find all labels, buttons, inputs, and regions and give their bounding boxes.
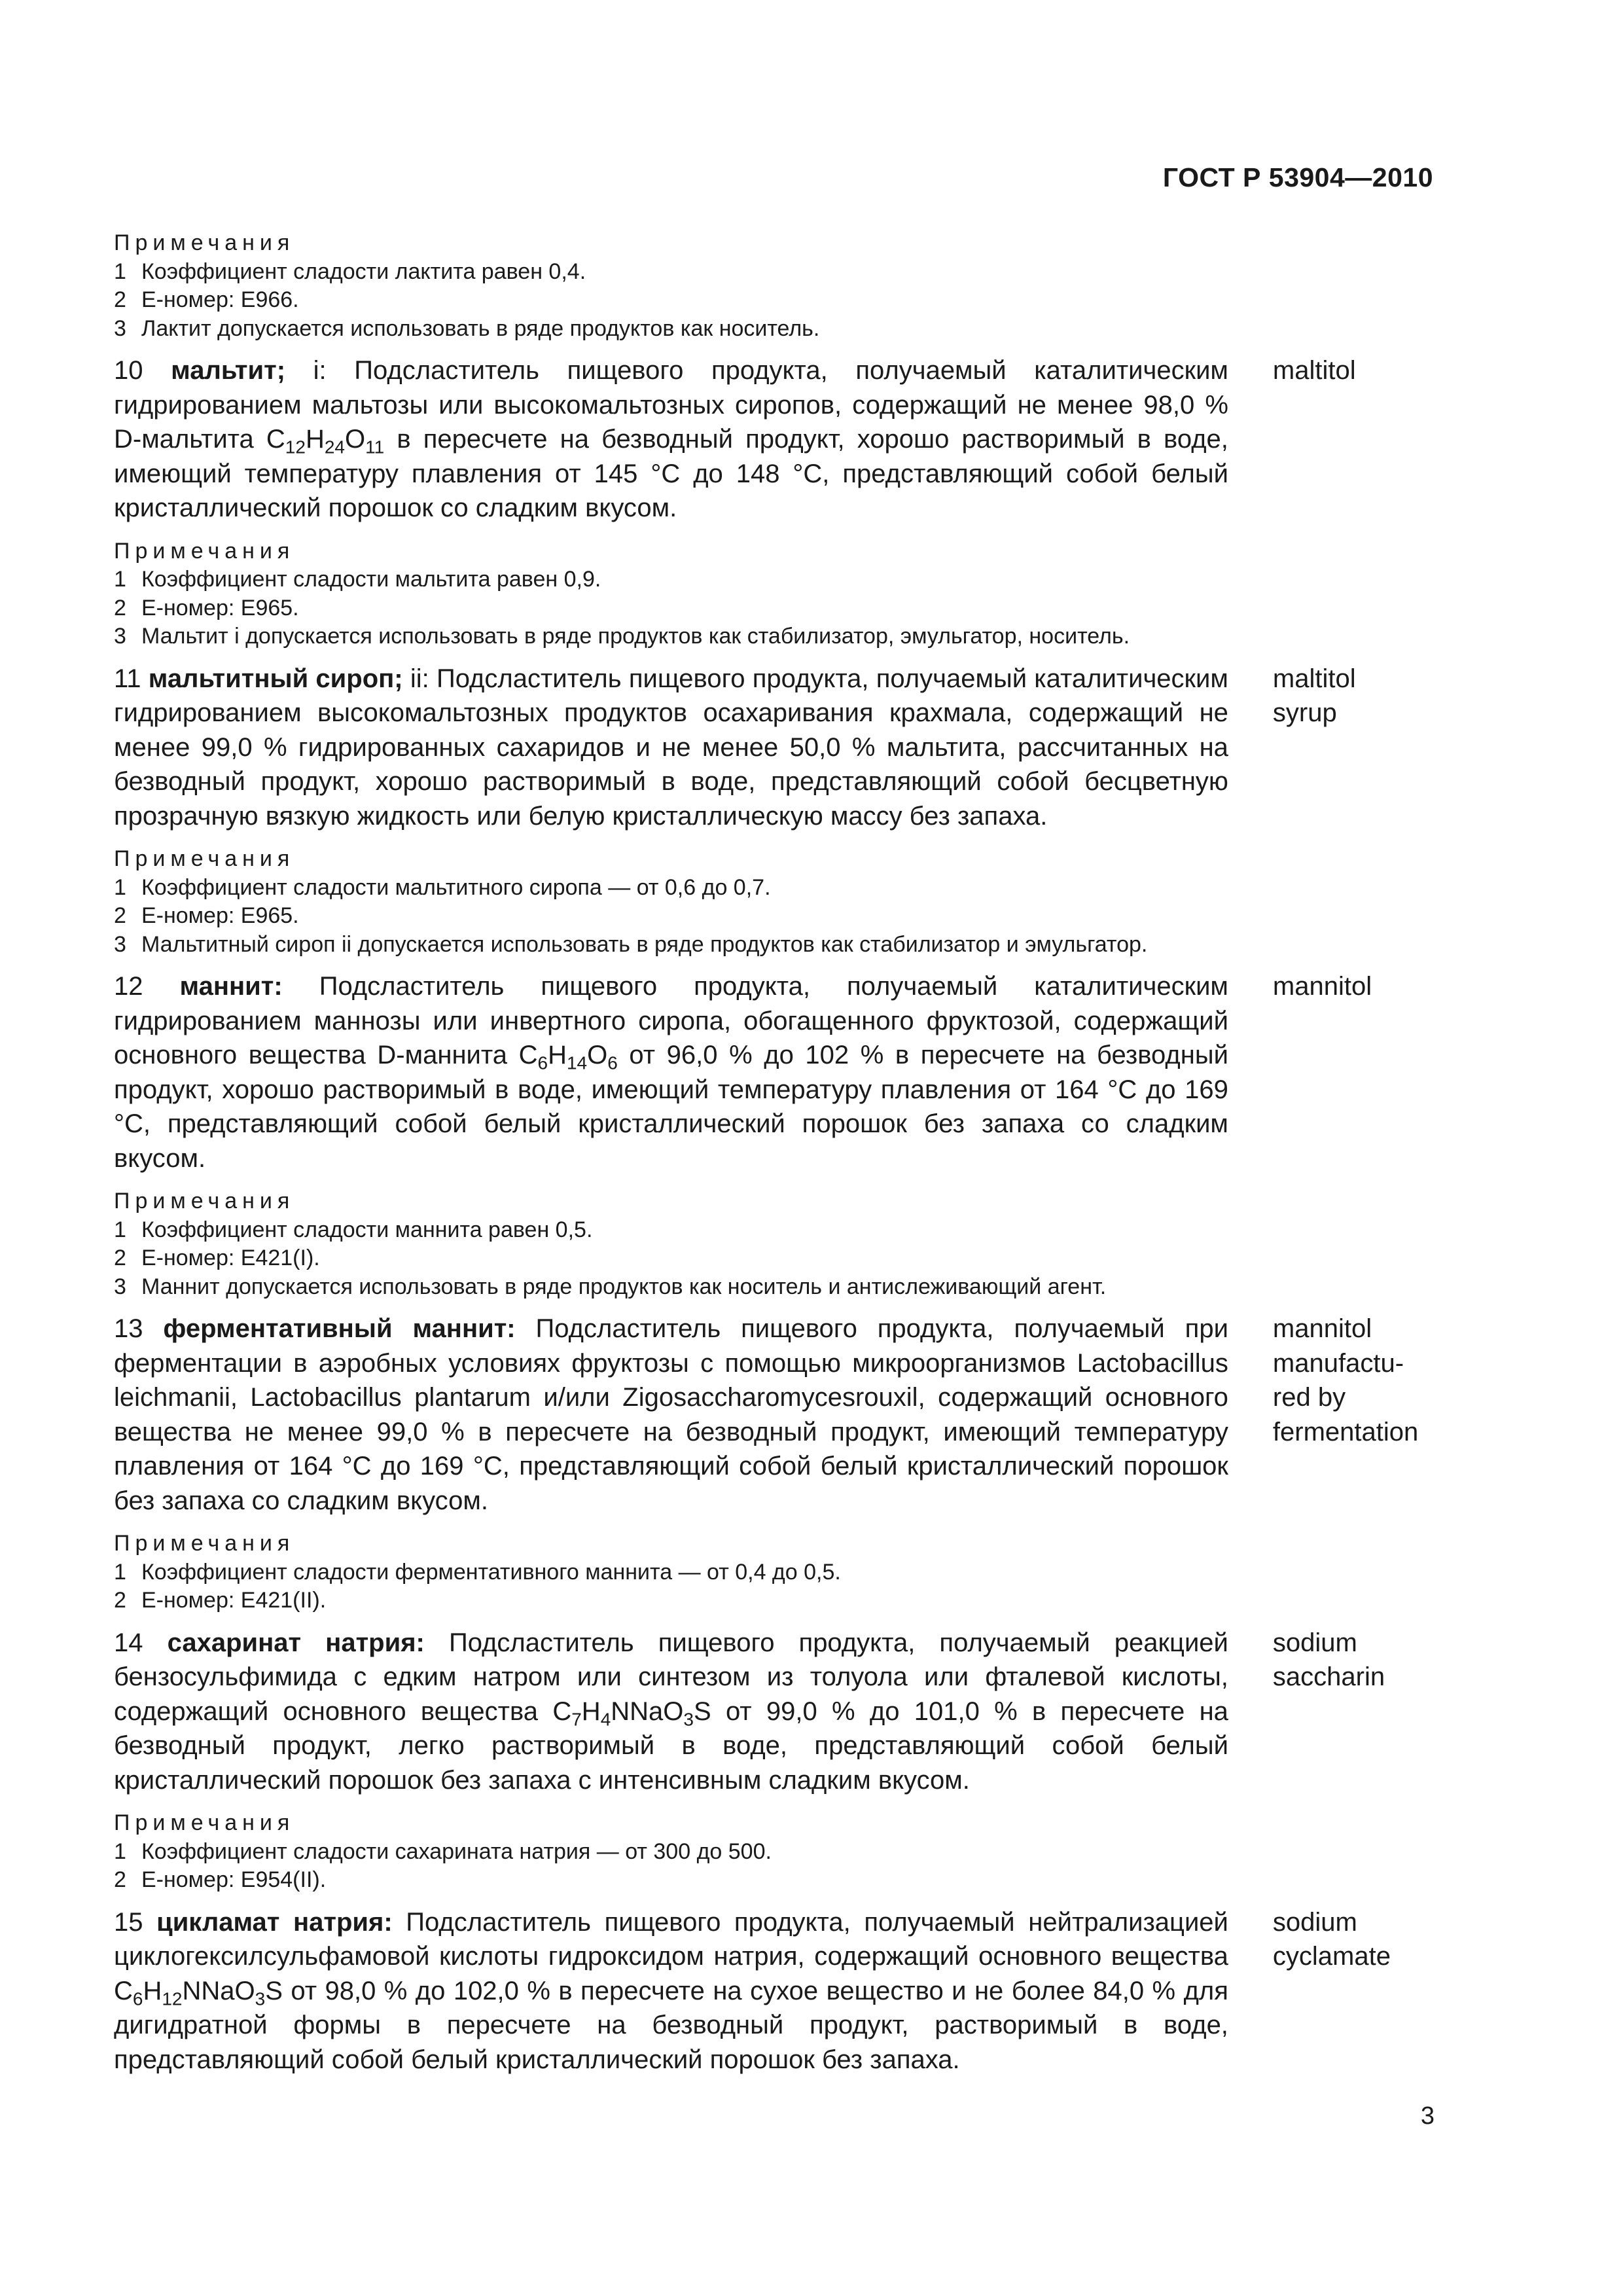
note-text: Е-номер: Е965. (141, 903, 299, 928)
definition-text: от 96,0 % до 102 % в пересчете на безводный продукт, хорошо растворимый в воде, имеющий температуру плавления от 164 °С до 169 °С, представляющий собой белый кристаллический порошок без запаха со сладким вкусом. (114, 1041, 1228, 1173)
definition-text: O (587, 1041, 608, 1069)
term-definition (114, 662, 1228, 834)
term-definition (114, 1905, 1228, 2077)
term-entry (114, 353, 1434, 526)
term-name: ферментативный маннит: (163, 1314, 516, 1343)
note-item (114, 622, 1434, 651)
page-number: 3 (1420, 2102, 1435, 2130)
note-number: 3 (114, 931, 126, 957)
term-entry (114, 1905, 1434, 2077)
note-number: 2 (114, 1867, 126, 1892)
definition-text: Подсластитель пищевого продукта, получаемый каталитическим гидрированием маннозы или инвертного сиропа, обогащенного фруктозой, содержащий основного вещества D-маннита C (114, 972, 1228, 1069)
formula-subscript: 4 (600, 1708, 611, 1729)
term-name-suffix: i: (285, 356, 355, 385)
formula-subscript: 3 (683, 1708, 694, 1729)
definition-text: S от 99,0 % до 101,0 % в пересчете на безводный продукт, легко растворимый в воде, представляющий собой белый кристаллический порошок без запаха с интенсивным сладким вкусом. (114, 1696, 1228, 1795)
formula-subscript: 6 (607, 1052, 618, 1073)
english-term-line: fermentation (1272, 1417, 1419, 1446)
notes-block (114, 537, 1434, 651)
english-equivalent (1273, 662, 1434, 834)
notes-block (114, 1187, 1434, 1301)
definition-text: Подсластитель пищевого продукта, получаемый каталитическим гидрированием высокомальтозных продуктов осахаривания крахмала, содержащий не менее 99,0 % гидрированных сахаридов и не менее 50,0 % мальтита, рассчитанных на безводный продукт, хорошо растворимый в воде, представляющий собой бесцветную прозрачную вязкую жидкость или белую кристаллическую массу без запаха. (114, 664, 1228, 831)
formula-subscript: 3 (255, 1988, 266, 2009)
note-number: 2 (114, 287, 126, 312)
english-equivalent (1273, 969, 1434, 1175)
definition-text: Подсластитель пищевого продукта, получаемый при ферментации в аэробных условиях фруктозы с помощью микроорганизмов Lactobacillus leichmanii, Lactobacillus plantarum и/или Zigosaccharomycesrouxil, содержащий основного вещества не менее 99,0 % в пересчете на безводный продукт, имеющий температуру плавления от 164 °С до 169 °С, представляющий собой белый кристаллический порошок без запаха со сладким вкусом. (114, 1314, 1228, 1515)
term-definition (114, 353, 1228, 526)
term-definition (114, 1626, 1228, 1798)
term-name-suffix (283, 972, 319, 1001)
term-number: 13 (114, 1314, 143, 1343)
note-text: Е-номер: Е421(I). (141, 1246, 320, 1270)
note-item (114, 874, 1434, 903)
term-name-suffix (516, 1314, 536, 1343)
english-term-line: manufactu- (1272, 1348, 1404, 1378)
definition-text: O (345, 425, 366, 454)
note-text: Коэффициент сладости лактита равен 0,4. (141, 259, 586, 284)
formula-subscript: 6 (132, 1988, 143, 2009)
notes-heading: Примечания (114, 1531, 295, 1556)
term-entry (114, 969, 1434, 1175)
term-name-suffix (393, 1908, 406, 1937)
term-definition (114, 1312, 1228, 1518)
english-equivalent (1273, 353, 1434, 526)
note-item (114, 1558, 1434, 1587)
english-term-line: mannitol (1272, 972, 1372, 1001)
formula-subscript: 6 (537, 1052, 548, 1073)
definition-text: S от 98,0 % до 102,0 % в пересчете на сухое вещество и не более 84,0 % для дигидратной формы в пересчете на безводный продукт, растворимый в воде, представляющий собой белый кристаллический порошок без запаха. (114, 1976, 1228, 2074)
note-item (114, 258, 1434, 287)
english-term-line: saccharin (1272, 1662, 1385, 1691)
english-term-line: red by (1272, 1383, 1346, 1412)
term-name: маннит: (179, 972, 283, 1001)
note-number: 2 (114, 903, 126, 928)
term-number: 15 (114, 1907, 143, 1937)
term-name: цикламат натрия: (156, 1907, 393, 1937)
note-text: Е-номер: Е421(II). (141, 1588, 327, 1613)
note-text: Коэффициент сладости сахарината натрия — от 300 до 500. (141, 1839, 772, 1864)
note-number: 1 (114, 567, 126, 592)
notes-heading: Примечания (114, 1189, 295, 1213)
note-text: Мальтитный сироп ii допускается использовать в ряде продуктов как стабилизатор и эмульгатор. (141, 931, 1148, 957)
english-term-line: maltitol (1272, 356, 1356, 385)
document-header: ГОСТ Р 53904—2010 (1162, 162, 1433, 192)
english-equivalent (1273, 1905, 1434, 2077)
formula-subscript: 12 (162, 1988, 183, 2009)
notes-heading: Примечания (114, 846, 295, 871)
term-entry (114, 662, 1434, 834)
note-item (114, 1216, 1434, 1245)
definition-text: H (548, 1041, 567, 1069)
notes-block (114, 1530, 1434, 1615)
term-entry (114, 1312, 1434, 1518)
note-item (114, 1244, 1434, 1273)
term-number: 12 (114, 972, 143, 1001)
term-number: 14 (114, 1628, 143, 1657)
formula-subscript: 24 (324, 437, 345, 457)
note-item (114, 594, 1434, 623)
definition-text: Подсластитель пищевого продукта, получаемый каталитическим гидрированием мальтозы или высокомальтозных сиропов, содержащий не менее 98,0 % D-мальтита C (114, 356, 1228, 454)
notes-heading: Примечания (114, 538, 295, 564)
term-name: мальтитный сироп; (148, 664, 403, 693)
note-text: Е-номер: Е954(II). (141, 1867, 327, 1892)
note-item (114, 931, 1434, 960)
definition-text: Подсластитель пищевого продукта, получаемый реакцией бензосульфимида с едким натром или синтезом из толуола или фталевой кислоты, содержащий основного вещества C (114, 1628, 1228, 1726)
note-text: Е-номер: Е966. (141, 287, 299, 312)
term-entry (114, 1626, 1434, 1798)
note-number: 2 (114, 1246, 126, 1270)
note-number: 3 (114, 1274, 126, 1299)
term-name: мальтит; (171, 356, 286, 385)
term-name: сахаринат натрия: (167, 1628, 425, 1657)
note-item (114, 1838, 1434, 1867)
notes-block (114, 845, 1434, 959)
note-number: 2 (114, 1588, 126, 1613)
notes-block (114, 229, 1434, 343)
note-number: 1 (114, 1559, 126, 1585)
note-number: 3 (114, 624, 126, 649)
definition-text: NNaO (611, 1696, 684, 1726)
definition-text: NNaO (182, 1976, 255, 2005)
note-number: 1 (114, 1839, 126, 1864)
note-item (114, 286, 1434, 315)
term-name-suffix: ii: (402, 664, 437, 693)
term-number: 10 (114, 356, 143, 385)
definition-text: H (305, 425, 325, 454)
note-number: 2 (114, 595, 126, 620)
english-term-line: sodium (1272, 1907, 1357, 1937)
english-term-line: syrup (1272, 698, 1337, 727)
note-item (114, 902, 1434, 931)
note-number: 3 (114, 315, 126, 341)
formula-subscript: 7 (571, 1708, 582, 1729)
definition-text: Подсластитель пищевого продукта, получаемый нейтрализацией циклогексилсульфамовой кислоты гидроксидом натрия, содержащий основного вещества C (114, 1907, 1228, 2005)
note-text: Е-номер: Е965. (141, 595, 299, 620)
notes-heading: Примечания (114, 230, 295, 255)
definition-text: H (143, 1976, 162, 2005)
notes-heading: Примечания (114, 1810, 295, 1835)
definition-text: H (581, 1696, 601, 1726)
note-text: Коэффициент сладости маннита равен 0,5. (141, 1217, 593, 1242)
english-term-line: mannitol (1272, 1314, 1372, 1343)
term-number: 11 (114, 664, 141, 693)
note-text: Маннит допускается использовать в ряде продуктов как носитель и антислеживающий агент. (141, 1274, 1107, 1299)
term-definition (114, 969, 1228, 1175)
note-item (114, 1587, 1434, 1615)
note-text: Коэффициент сладости ферментативного маннита — от 0,4 до 0,5. (141, 1559, 841, 1585)
document-content (114, 229, 1434, 2089)
english-equivalent (1273, 1626, 1434, 1798)
note-number: 1 (114, 1217, 126, 1242)
english-term-line: sodium (1272, 1628, 1357, 1657)
note-item (114, 1866, 1434, 1895)
note-text: Коэффициент сладости мальтитного сиропа — от 0,6 до 0,7. (141, 874, 771, 900)
note-text: Мальтит i допускается использовать в ряде продуктов как стабилизатор, эмульгатор, носитель. (141, 624, 1130, 649)
formula-subscript: 14 (566, 1052, 588, 1073)
term-name-suffix (425, 1628, 449, 1657)
english-equivalent (1273, 1312, 1434, 1518)
definition-text: в пересчете на безводный продукт, хорошо растворимый в воде, имеющий температуру плавления от 145 °С до 148 °С, представляющий собой белый кристаллический порошок со сладким вкусом. (114, 425, 1228, 522)
notes-block (114, 1809, 1434, 1895)
english-term-line: maltitol (1272, 664, 1356, 693)
note-number: 1 (114, 874, 126, 900)
formula-subscript: 11 (365, 437, 385, 457)
note-item (114, 315, 1434, 344)
english-term-line: cyclamate (1272, 1942, 1391, 1971)
note-number: 1 (114, 259, 126, 284)
note-item (114, 1273, 1434, 1302)
note-item (114, 565, 1434, 594)
note-text: Коэффициент сладости мальтита равен 0,9. (141, 567, 601, 592)
note-text: Лактит допускается использовать в ряде продуктов как носитель. (141, 315, 820, 341)
formula-subscript: 12 (285, 437, 306, 457)
